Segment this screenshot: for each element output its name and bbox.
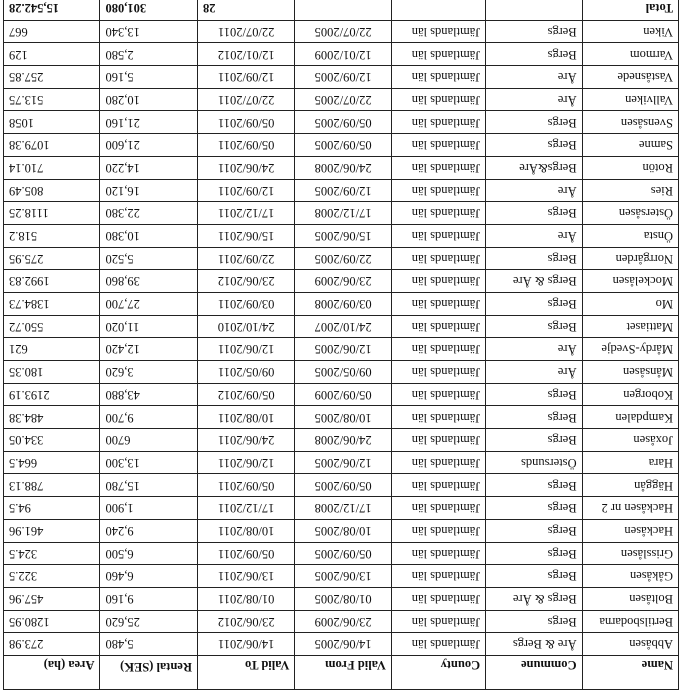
cell-commune: Bergs&Åre [486, 156, 582, 179]
cell-valid-to: 05/09/2011 [197, 134, 294, 157]
cell-county: Jämtlands län [391, 361, 485, 384]
cell-county: Jämtlands län [391, 179, 485, 202]
table-row [4, 361, 679, 384]
total-row [4, 0, 679, 20]
cell-county: Jämtlands län [391, 565, 485, 588]
cell-valid-from: 03/09/2008 [295, 293, 391, 316]
cell-county: Jämtlands län [391, 474, 485, 497]
cell-name: Önsta [582, 224, 678, 247]
cell-valid-from: 09/05/2005 [295, 361, 391, 384]
cell-valid-from: 22/07/2005 [295, 88, 391, 111]
cell-name: Koborgen [582, 383, 678, 406]
cell-county: Jämtlands län [391, 383, 485, 406]
cell-valid-from: 13/06/2005 [295, 565, 391, 588]
cell-rental: 11,020 [100, 315, 197, 338]
cell-area: 788.13 [4, 474, 100, 497]
cell-valid-to: 22/07/2011 [197, 88, 294, 111]
cell-county: Jämtlands län [391, 587, 485, 610]
cell-area: 1992.83 [4, 270, 100, 293]
cell-county: Jämtlands län [391, 519, 485, 542]
cell-commune: Bergs [486, 111, 582, 134]
cell-valid-from: 05/09/2009 [295, 383, 391, 406]
header-name: Name [582, 656, 678, 690]
cell-valid-to: 24/10/2010 [197, 315, 294, 338]
cell-county: Jämtlands län [391, 88, 485, 111]
cell-name: Kampdalen [582, 406, 678, 429]
cell-rental: 43,880 [100, 383, 197, 406]
cell-name: Mårdy-Svedje [582, 338, 678, 361]
cell-rental: 9,700 [100, 406, 197, 429]
header-commune: Commune [486, 656, 582, 690]
cell-area: 2193.19 [4, 383, 100, 406]
cell-county: Jämtlands län [391, 542, 485, 565]
cell-rental: 3,620 [100, 361, 197, 384]
cell-area: 664.5 [4, 451, 100, 474]
cell-area: 667 [4, 20, 100, 43]
table-row [4, 542, 679, 565]
cell-commune: Bergs [486, 315, 582, 338]
cell-county: Jämtlands län [391, 66, 485, 89]
table-row [4, 111, 679, 134]
cell-valid-from: 05/09/2005 [295, 542, 391, 565]
table-row [4, 383, 679, 406]
cell-rental: 14,220 [100, 156, 197, 179]
cell-county: Jämtlands län [391, 156, 485, 179]
cell-valid-from: 05/09/2005 [295, 474, 391, 497]
total-count: 28 [197, 0, 294, 20]
cell-valid-to: 14/06/2011 [197, 633, 294, 656]
cell-area: 621 [4, 338, 100, 361]
cell-valid-from: 12/09/2005 [295, 66, 391, 89]
cell-commune: Bergs [486, 565, 582, 588]
cell-valid-to: 12/09/2011 [197, 66, 294, 89]
cell-name: Ries [582, 179, 678, 202]
cell-commune: Åre [486, 361, 582, 384]
cell-commune: Bergs [486, 293, 582, 316]
cell-name: Gåkåsen [582, 565, 678, 588]
cell-valid-to: 12/01/2012 [197, 43, 294, 66]
cell-commune: Bergs [486, 202, 582, 225]
cell-valid-from: 23/06/2009 [295, 270, 391, 293]
cell-area: 273.98 [4, 633, 100, 656]
cell-rental: 22,380 [100, 202, 197, 225]
cell-name: Häggån [582, 474, 678, 497]
total-empty-cell [391, 0, 485, 20]
table-row [4, 179, 679, 202]
cell-area: 461.96 [4, 519, 100, 542]
header-valid-from: Valid From [295, 656, 391, 690]
table-row [4, 134, 679, 157]
cell-valid-from: 17/12/2008 [295, 497, 391, 520]
header-row [4, 656, 679, 690]
table-row [4, 406, 679, 429]
cell-valid-to: 23/06/2012 [197, 270, 294, 293]
cell-county: Jämtlands län [391, 406, 485, 429]
cell-valid-from: 10/08/2005 [295, 406, 391, 429]
cell-county: Jämtlands län [391, 270, 485, 293]
cell-county: Jämtlands län [391, 43, 485, 66]
cell-name: Mockelåsen [582, 270, 678, 293]
cell-valid-from: 24/06/2008 [295, 429, 391, 452]
cell-valid-to: 12/06/2011 [197, 451, 294, 474]
cell-rental: 21,600 [100, 134, 197, 157]
table-row [4, 43, 679, 66]
cell-valid-to: 05/09/2012 [197, 383, 294, 406]
cell-area: 275.95 [4, 247, 100, 270]
cell-area: 129 [4, 43, 100, 66]
cell-valid-from: 17/12/2008 [295, 202, 391, 225]
cell-valid-to: 13/06/2011 [197, 565, 294, 588]
cell-county: Jämtlands län [391, 497, 485, 520]
cell-name: Varmom [582, 43, 678, 66]
cell-name: Viken [582, 20, 678, 43]
cell-name: Hara [582, 451, 678, 474]
cell-commune: Bergs [486, 610, 582, 633]
table-row [4, 20, 679, 43]
cell-name: Grisslåsen [582, 542, 678, 565]
lease-table [3, 0, 679, 690]
cell-commune: Åre & Bergs [486, 633, 582, 656]
cell-area: 1079.38 [4, 134, 100, 157]
header-county: County [391, 656, 485, 690]
cell-rental: 6,460 [100, 565, 197, 588]
table-row [4, 474, 679, 497]
cell-valid-to: 22/07/2011 [197, 20, 294, 43]
cell-rental: 1,900 [100, 497, 197, 520]
cell-valid-from: 10/08/2005 [295, 519, 391, 542]
cell-valid-to: 23/06/2012 [197, 610, 294, 633]
cell-name: Hackåsen nr 2 [582, 497, 678, 520]
cell-rental: 6,500 [100, 542, 197, 565]
cell-commune: Bergs [486, 134, 582, 157]
cell-area: 1118.25 [4, 202, 100, 225]
cell-name: Samne [582, 134, 678, 157]
cell-area: 710.14 [4, 156, 100, 179]
cell-valid-to: 17/12/2011 [197, 202, 294, 225]
cell-rental: 39,860 [100, 270, 197, 293]
cell-county: Jämtlands län [391, 202, 485, 225]
cell-rental: 6700 [100, 429, 197, 452]
cell-valid-to: 03/09/2011 [197, 293, 294, 316]
cell-valid-to: 01/08/2011 [197, 587, 294, 610]
cell-rental: 15,780 [100, 474, 197, 497]
cell-area: 324.5 [4, 542, 100, 565]
cell-valid-from: 24/06/2008 [295, 156, 391, 179]
cell-county: Jämtlands län [391, 451, 485, 474]
cell-rental: 10,380 [100, 224, 197, 247]
cell-valid-from: 23/06/2009 [295, 610, 391, 633]
cell-rental: 5,480 [100, 633, 197, 656]
table-row [4, 202, 679, 225]
cell-commune: Bergs & Åre [486, 270, 582, 293]
cell-rental: 13,340 [100, 20, 197, 43]
cell-commune: Bergs [486, 519, 582, 542]
cell-valid-to: 22/09/2011 [197, 247, 294, 270]
cell-name: Månsåsen [582, 361, 678, 384]
cell-valid-to: 24/06/2011 [197, 156, 294, 179]
cell-rental: 9,160 [100, 587, 197, 610]
cell-rental: 9,240 [100, 519, 197, 542]
cell-county: Jämtlands län [391, 134, 485, 157]
cell-commune: Åre [486, 88, 582, 111]
cell-area: 1384.73 [4, 293, 100, 316]
table-row [4, 338, 679, 361]
cell-county: Jämtlands län [391, 247, 485, 270]
cell-county: Jämtlands län [391, 429, 485, 452]
cell-name: Vallviken [582, 88, 678, 111]
cell-area: 180.35 [4, 361, 100, 384]
cell-commune: Bergs [486, 20, 582, 43]
cell-valid-to: 09/05/2011 [197, 361, 294, 384]
table-row [4, 247, 679, 270]
cell-county: Jämtlands län [391, 111, 485, 134]
table-row [4, 610, 679, 633]
cell-area: 518.2 [4, 224, 100, 247]
table-body [4, 20, 679, 655]
cell-name: Vaståsnede [582, 66, 678, 89]
total-label: Total [582, 0, 678, 20]
cell-county: Jämtlands län [391, 293, 485, 316]
cell-area: 550.72 [4, 315, 100, 338]
cell-commune: Bergs [486, 247, 582, 270]
cell-valid-from: 12/06/2005 [295, 451, 391, 474]
cell-name: Boltåsen [582, 587, 678, 610]
cell-name: Bertilsbodarna [582, 610, 678, 633]
cell-county: Jämtlands län [391, 338, 485, 361]
cell-county: Jämtlands län [391, 224, 485, 247]
cell-valid-from: 22/07/2005 [295, 20, 391, 43]
cell-name: Svensåsen [582, 111, 678, 134]
cell-county: Jämtlands län [391, 610, 485, 633]
table-row [4, 88, 679, 111]
cell-name: Joxåsen [582, 429, 678, 452]
cell-valid-to: 15/06/2011 [197, 224, 294, 247]
cell-commune: Åre [486, 224, 582, 247]
cell-area: 334.05 [4, 429, 100, 452]
cell-valid-from: 24/10/2007 [295, 315, 391, 338]
total-empty-cell [295, 0, 391, 20]
cell-rental: 25,620 [100, 610, 197, 633]
cell-rental: 2,580 [100, 43, 197, 66]
cell-name: Östersåsen [582, 202, 678, 225]
total-area: 15,542.28 [4, 0, 100, 20]
table-row [4, 66, 679, 89]
cell-commune: Bergs [486, 429, 582, 452]
cell-area: 513.75 [4, 88, 100, 111]
cell-valid-from: 15/06/2005 [295, 224, 391, 247]
cell-valid-from: 05/09/2005 [295, 111, 391, 134]
cell-name: Rotön [582, 156, 678, 179]
cell-name: Abbåsen [582, 633, 678, 656]
cell-name: Mo [582, 293, 678, 316]
cell-commune: Bergs & Åre [486, 587, 582, 610]
cell-county: Jämtlands län [391, 20, 485, 43]
table-row [4, 156, 679, 179]
cell-commune: Bergs [486, 474, 582, 497]
cell-valid-from: 12/06/2005 [295, 338, 391, 361]
cell-area: 1280.95 [4, 610, 100, 633]
cell-commune: Bergs [486, 497, 582, 520]
cell-valid-from: 14/06/2005 [295, 633, 391, 656]
total-empty-cell [486, 0, 582, 20]
cell-valid-from: 05/09/2005 [295, 134, 391, 157]
table-row [4, 497, 679, 520]
cell-area: 805.49 [4, 179, 100, 202]
cell-commune: Åre [486, 179, 582, 202]
cell-commune: Bergs [486, 383, 582, 406]
cell-name: Mattiaset [582, 315, 678, 338]
header-rental: Rental (SEK) [100, 656, 197, 690]
cell-commune: Bergs [486, 43, 582, 66]
table-row [4, 565, 679, 588]
cell-area: 457.96 [4, 587, 100, 610]
cell-rental: 27,700 [100, 293, 197, 316]
header-valid-to: Valid To [197, 656, 294, 690]
cell-rental: 13,300 [100, 451, 197, 474]
cell-valid-to: 12/09/2011 [197, 179, 294, 202]
cell-valid-to: 12/06/2011 [197, 338, 294, 361]
cell-rental: 16,120 [100, 179, 197, 202]
table-row [4, 451, 679, 474]
cell-rental: 21,160 [100, 111, 197, 134]
header-area: Area (ha) [4, 656, 100, 690]
cell-name: Hackåsen [582, 519, 678, 542]
cell-county: Jämtlands län [391, 315, 485, 338]
total-rental: 301,080 [100, 0, 197, 20]
cell-commune: Bergs [486, 406, 582, 429]
cell-rental: 5,520 [100, 247, 197, 270]
cell-valid-from: 22/09/2005 [295, 247, 391, 270]
cell-area: 94.5 [4, 497, 100, 520]
cell-rental: 12,420 [100, 338, 197, 361]
cell-valid-to: 24/06/2011 [197, 429, 294, 452]
cell-commune: Åre [486, 338, 582, 361]
cell-valid-from: 12/09/2005 [295, 179, 391, 202]
cell-county: Jämtlands län [391, 633, 485, 656]
cell-valid-to: 17/12/2011 [197, 497, 294, 520]
cell-valid-from: 01/08/2005 [295, 587, 391, 610]
cell-valid-to: 05/09/2011 [197, 542, 294, 565]
table-row [4, 429, 679, 452]
cell-valid-to: 10/08/2011 [197, 406, 294, 429]
table-row [4, 293, 679, 316]
cell-area: 484.38 [4, 406, 100, 429]
cell-valid-to: 05/09/2011 [197, 111, 294, 134]
cell-commune: Östersunds [486, 451, 582, 474]
table-row [4, 270, 679, 293]
cell-commune: Åre [486, 66, 582, 89]
cell-commune: Bergs [486, 542, 582, 565]
table-row [4, 587, 679, 610]
cell-valid-to: 05/09/2011 [197, 474, 294, 497]
table-row [4, 519, 679, 542]
cell-valid-to: 10/08/2011 [197, 519, 294, 542]
cell-area: 257.85 [4, 66, 100, 89]
table-row [4, 315, 679, 338]
cell-rental: 10,280 [100, 88, 197, 111]
table-row [4, 633, 679, 656]
cell-area: 1058 [4, 111, 100, 134]
cell-valid-from: 12/01/2009 [295, 43, 391, 66]
cell-rental: 5,160 [100, 66, 197, 89]
cell-area: 322.5 [4, 565, 100, 588]
cell-name: Norrgården [582, 247, 678, 270]
table-row [4, 224, 679, 247]
